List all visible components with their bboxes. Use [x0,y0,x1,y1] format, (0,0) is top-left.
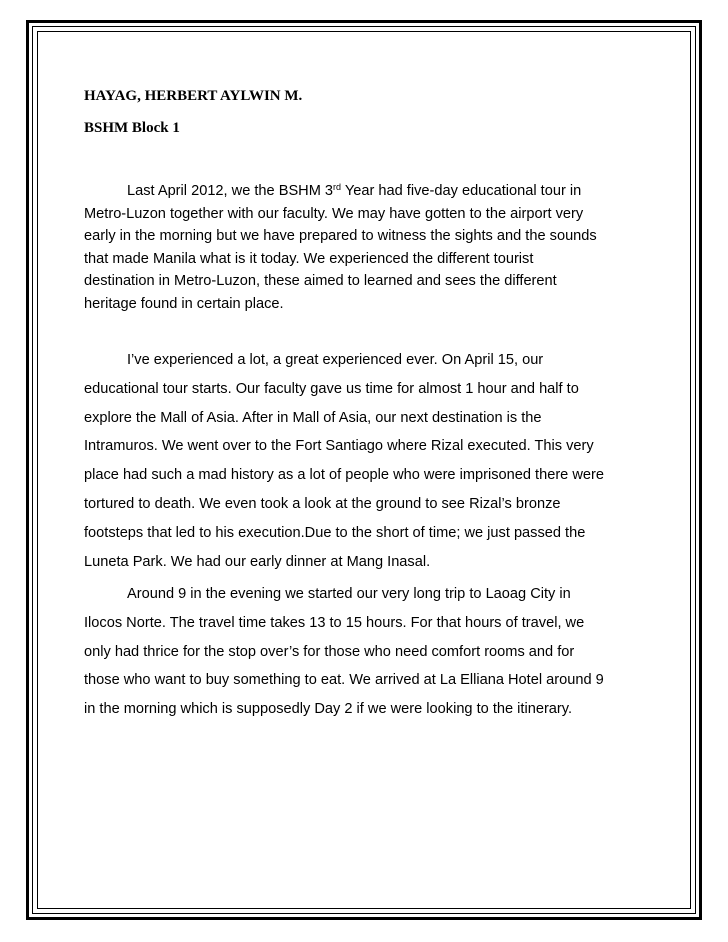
paragraph-line: I’ve experienced a lot, a great experienced ever. On April 15, our [127,352,544,368]
paragraph-line: Last April 2012, we the BSHM 3rd Year had five-day educational tour in [127,182,582,199]
paragraph-line: early in the morning but we have prepared to witness the sights and the sounds [84,228,597,245]
superscript-ordinal: rd [333,182,342,192]
paragraph-line: destination in Metro-Luzon, these aimed to learned and sees the different [84,273,557,290]
paragraph-line: Intramuros. We went over to the Fort Santiago where Rizal executed. This very [84,438,594,455]
paragraph-line: in the morning which is supposedly Day 2 if we were looking to the itinerary. [84,701,573,718]
class-block: BSHM Block 1 [84,120,180,136]
author-name: HAYAG, HERBERT AYLWIN M. [84,88,303,104]
paragraph-line: heritage found in certain place. [84,295,284,312]
paragraph-line: Around 9 in the evening we started our very long trip to Laoag City in [127,586,571,602]
paragraph-line: Ilocos Norte. The travel time takes 13 to 15 hours. For that hours of travel, we [84,614,585,631]
paragraph-line: only had thrice for the stop over’s for those who need comfort rooms and for [84,643,575,660]
paragraph-line: footsteps that led to his execution.Due to the short of time; we just passed the [84,524,586,541]
paragraph-line: those who want to buy something to eat. We arrived at La Elliana Hotel around 9 [84,672,604,689]
paragraph-line: Metro-Luzon together with our faculty. We may have gotten to the airport very [84,205,584,222]
paragraph-2 [84,346,654,576]
paragraph-line: explore the Mall of Asia. After in Mall of Asia, our next destination is the [84,409,542,426]
paragraph-line: place had such a mad history as a lot of people who were imprisoned there were [84,467,604,484]
paragraph-1 [84,180,654,316]
paragraph-line: Luneta Park. We had our early dinner at Mang Inasal. [84,553,431,570]
paragraph-line: tortured to death. We even took a look at the ground to see Rizal’s bronze [84,495,561,512]
paragraph-line: educational tour starts. Our faculty gave us time for almost 1 hour and half to [84,380,579,397]
paragraph-3 [84,580,654,724]
paragraph-line: that made Manila what is it today. We experienced the different tourist [84,250,534,267]
